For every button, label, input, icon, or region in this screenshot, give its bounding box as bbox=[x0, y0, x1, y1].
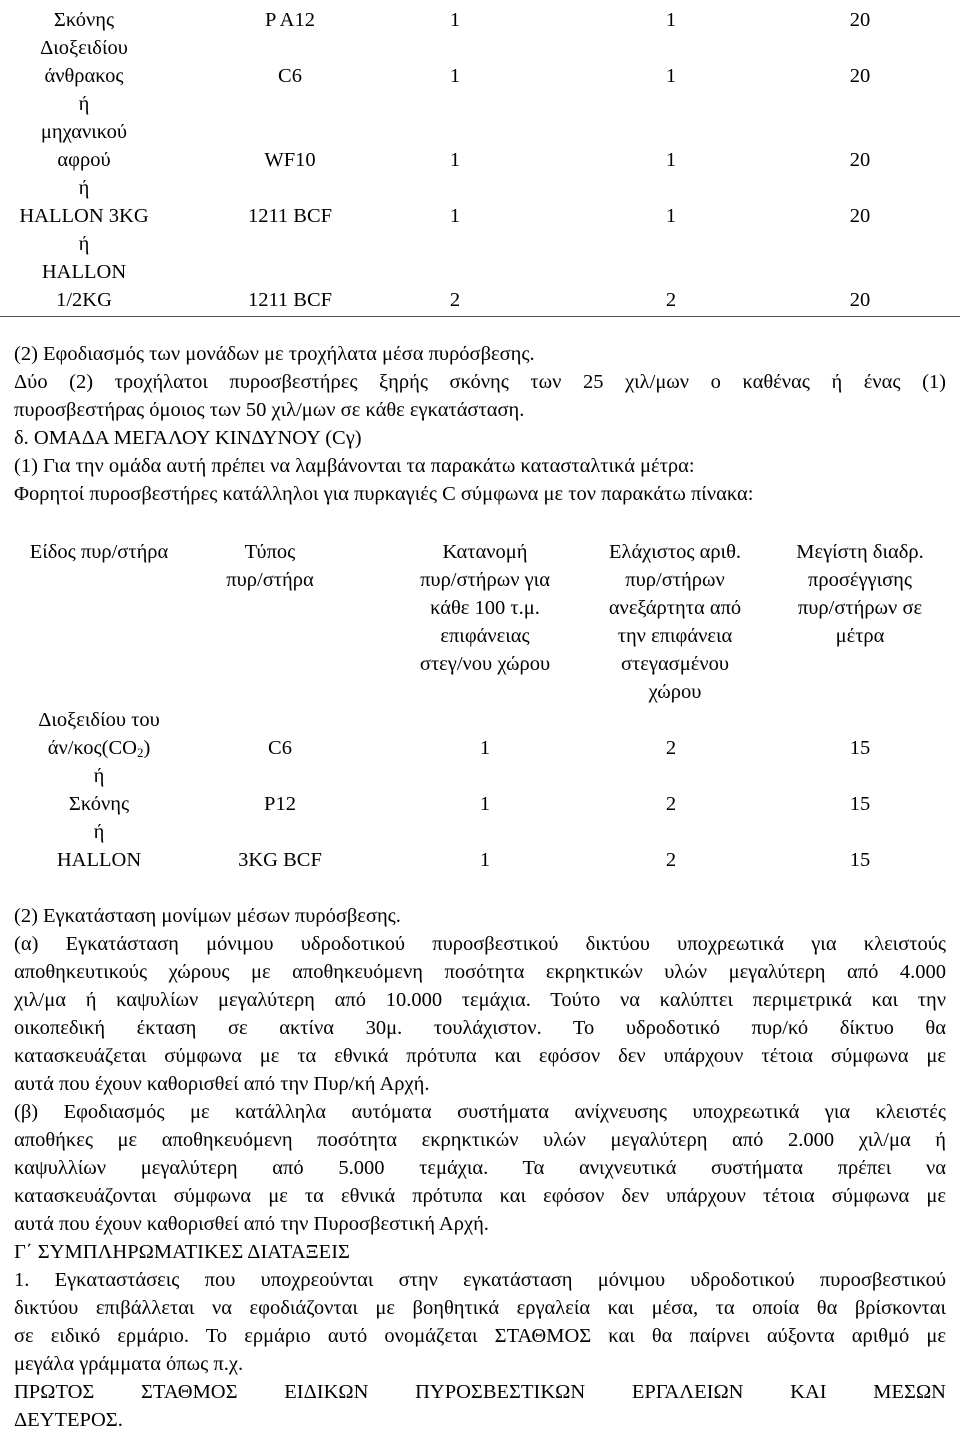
t2-header-max-distance: Μεγίστη διαδρ. προσέγγισης πυρ/στήρων σε μέτρα bbox=[796, 541, 924, 647]
t2-b-cell: 2 bbox=[665, 737, 677, 759]
text-line: Φορητοί πυροσβεστήρες κατάλληλοι για πυρκαγιές C σύμφωνα με τον παρακάτω πίνακα: bbox=[14, 483, 754, 505]
text-line: πυροσβεστήρας όμοιος των 50 χιλ/μων σε κάθε εγκατάσταση. bbox=[14, 399, 525, 421]
group-heading: δ. ΟΜΑΔΑ ΜΕΓΑΛΟΥ ΚΙΝΔΥΝΟΥ (Cγ) bbox=[14, 427, 362, 449]
section-heading: Γ΄ ΣΥΜΠΛΗΡΩΜΑΤΙΚΕΣ ΔΙΑΤΑΞΕΙΣ bbox=[14, 1241, 350, 1263]
t2-c-cell: 15 bbox=[849, 849, 871, 871]
t2-a-cell: 1 bbox=[479, 793, 491, 815]
t2-a-cell: 1 bbox=[479, 737, 491, 759]
t2-left-line: ή bbox=[93, 821, 105, 843]
t1-type-cell: WF10 bbox=[264, 149, 316, 171]
t1-c-cell: 20 bbox=[849, 65, 871, 87]
t1-a-cell: 1 bbox=[449, 9, 461, 31]
t2-header-extinguisher-model: Τύπος πυρ/στήρα bbox=[226, 541, 314, 591]
text-line: καψυλλίων μεγαλύτερη από 5.000 τεμάχια. Τα ανιχνευτικά συστήματα πρέπει να bbox=[14, 1157, 946, 1179]
t1-c-cell: 20 bbox=[849, 149, 871, 171]
t1-left-line: ή bbox=[78, 177, 90, 199]
text-line: (α) Εγκατάσταση μόνιμου υδροδοτικού πυροσβεστικού δικτύου υποχρεωτικά για κλειστούς bbox=[14, 933, 946, 955]
text-line: ΠΡΩΤΟΣ ΣΤΑΘΜΟΣ ΕΙΔΙΚΩΝ ΠΥΡΟΣΒΕΣΤΙΚΩΝ ΕΡΓΑΛΕΙΩΝ ΚΑΙ ΜΕΣΩΝ bbox=[14, 1381, 946, 1403]
section-1 bbox=[14, 340, 946, 508]
text-line: (β) Εφοδιασμός με κατάλληλα αυτόματα συστήματα ανίχνευσης υποχρεωτικά για κλειστές bbox=[14, 1101, 946, 1123]
t2-left-line: HALLON bbox=[56, 849, 142, 871]
t1-a-cell: 2 bbox=[449, 289, 461, 311]
text-line: μεγάλα γράμματα όπως π.χ. bbox=[14, 1353, 244, 1375]
t1-c-cell: 20 bbox=[849, 205, 871, 227]
text-line: κατασκευάζονται σύμφωνα με τα εθνικά πρότυπα και εφόσον δεν υπάρχουν τέτοια σύμφωνα με bbox=[14, 1185, 946, 1207]
t1-left-line: μηχανικού bbox=[40, 121, 128, 143]
t1-left-line: ή bbox=[78, 93, 90, 115]
t1-a-cell: 1 bbox=[449, 205, 461, 227]
text-line: αποθήκες με αποθηκευόμενη ποσότητα εκρηκτικών υλών μεγαλύτερη από 2.000 χιλ/μα ή bbox=[14, 1129, 946, 1151]
t2-header-type-of-extinguisher: Είδος πυρ/στήρα bbox=[29, 541, 169, 563]
text-line: σε ειδικό ερμάριο. Το ερμάριο αυτό ονομάζεται ΣΤΑΘΜΟΣ και θα παίρνει αύξοντα αριθμό με bbox=[14, 1325, 946, 1347]
t2-left-line: Σκόνης bbox=[68, 793, 130, 815]
t1-c-cell: 20 bbox=[849, 9, 871, 31]
t1-a-cell: 1 bbox=[449, 149, 461, 171]
t1-left-line: Σκόνης bbox=[53, 9, 115, 31]
text-line: (2) Εφοδιασμός των μονάδων με τροχήλατα μέσα πυρόσβεσης. bbox=[14, 343, 535, 365]
t2-b-cell: 2 bbox=[665, 849, 677, 871]
t2-type-cell: 3KG BCF bbox=[238, 849, 322, 871]
text-line: δικτύου επιβάλλεται να εφοδιάζονται με βοηθητικά εργαλεία και μέσα, τα οποία θα βρίσκονται bbox=[14, 1297, 946, 1319]
t2-type-cell: C6 bbox=[268, 737, 292, 759]
t1-a-cell: 1 bbox=[449, 65, 461, 87]
t2-left-line: ή bbox=[93, 765, 105, 787]
t1-left-line: HALLON 3KG bbox=[19, 205, 149, 227]
t1-b-cell: 2 bbox=[665, 289, 677, 311]
text-line: χιλ/μα ή καψυλίων μεγαλύτερη από 10.000 τεμάχια. Τούτο να καλύπτει περιμετρικά και την bbox=[14, 989, 946, 1011]
t2-header-distribution: Κατανομή πυρ/στήρων για κάθε 100 τ.μ. επιφάνειας στεγ/νου χώρου bbox=[419, 541, 551, 675]
text-line: αποθηκευτικούς χώρους με αποθηκευόμενη ποσότητα εκρηκτικών υλών μεγαλύτερη από 4.000 bbox=[14, 961, 946, 983]
text-line: (2) Εγκατάσταση μονίμων μέσων πυρόσβεσης. bbox=[14, 905, 401, 927]
text-line: κατασκευάζεται σύμφωνα με τα εθνικά πρότυπα και εφόσον δεν υπάρχουν τέτοια σύμφωνα με bbox=[14, 1045, 946, 1067]
section-2 bbox=[14, 902, 946, 1434]
text-line: ΔΕΥΤΕΡΟΣ. bbox=[14, 1409, 123, 1431]
t2-a-cell: 1 bbox=[479, 849, 491, 871]
t1-c-cell: 20 bbox=[849, 289, 871, 311]
text-line: 1. Εγκαταστάσεις που υποχρεούνται στην εγκατάσταση μόνιμου υδροδοτικού πυροσβεστικού bbox=[14, 1269, 946, 1291]
t1-b-cell: 1 bbox=[665, 65, 677, 87]
t1-type-cell: P A12 bbox=[265, 9, 315, 31]
text-line: οικοπεδική έκταση σε ακτίνα 30μ. τουλάχιστον. Το υδροδοτικό πυρ/κό δίκτυο θα bbox=[14, 1017, 946, 1039]
t1-left-line: ή bbox=[78, 233, 90, 255]
t2-left-line: Διοξειδίου του bbox=[38, 709, 160, 731]
text-line: αυτά που έχουν καθορισθεί από την Πυροσβεστική Αρχή. bbox=[14, 1213, 489, 1235]
t1-b-cell: 1 bbox=[665, 149, 677, 171]
t1-left-line: άνθρακος bbox=[44, 65, 124, 87]
table-divider bbox=[0, 316, 960, 317]
t2-c-cell: 15 bbox=[849, 737, 871, 759]
text-line: αυτά που έχουν καθορισθεί από την Πυρ/κή Αρχή. bbox=[14, 1073, 430, 1095]
t1-type-cell: 1211 BCF bbox=[247, 205, 333, 227]
t2-left-line: $ά\nu/\kappa o\varsigma(CO_2)$ bbox=[47, 737, 151, 760]
t1-type-cell: C6 bbox=[278, 65, 302, 87]
t2-b-cell: 2 bbox=[665, 793, 677, 815]
t1-type-cell: 1211 BCF bbox=[247, 289, 333, 311]
t1-left-line: 1/2KG bbox=[56, 289, 112, 311]
text-line: (1) Για την ομάδα αυτή πρέπει να λαμβάνονται τα παρακάτω κατασταλτικά μέτρα: bbox=[14, 455, 695, 477]
text-line: Δύο (2) τροχήλατοι πυροσβεστήρες ξηρής σκόνης των 25 χιλ/μων ο καθένας ή ένας (1) bbox=[14, 371, 946, 393]
t1-b-cell: 1 bbox=[665, 205, 677, 227]
t1-b-cell: 1 bbox=[665, 9, 677, 31]
t1-left-line: Διοξειδίου bbox=[40, 37, 128, 59]
t1-left-line: αφρού bbox=[57, 149, 111, 171]
t2-header-minimum-number: Ελάχιστος αριθ. πυρ/στήρων ανεξάρτητα από την επιφάνεια στεγασμένου χώρου bbox=[608, 541, 742, 703]
t1-left-line: HALLON bbox=[41, 261, 127, 283]
t2-type-cell: P12 bbox=[264, 793, 296, 815]
t2-c-cell: 15 bbox=[849, 793, 871, 815]
